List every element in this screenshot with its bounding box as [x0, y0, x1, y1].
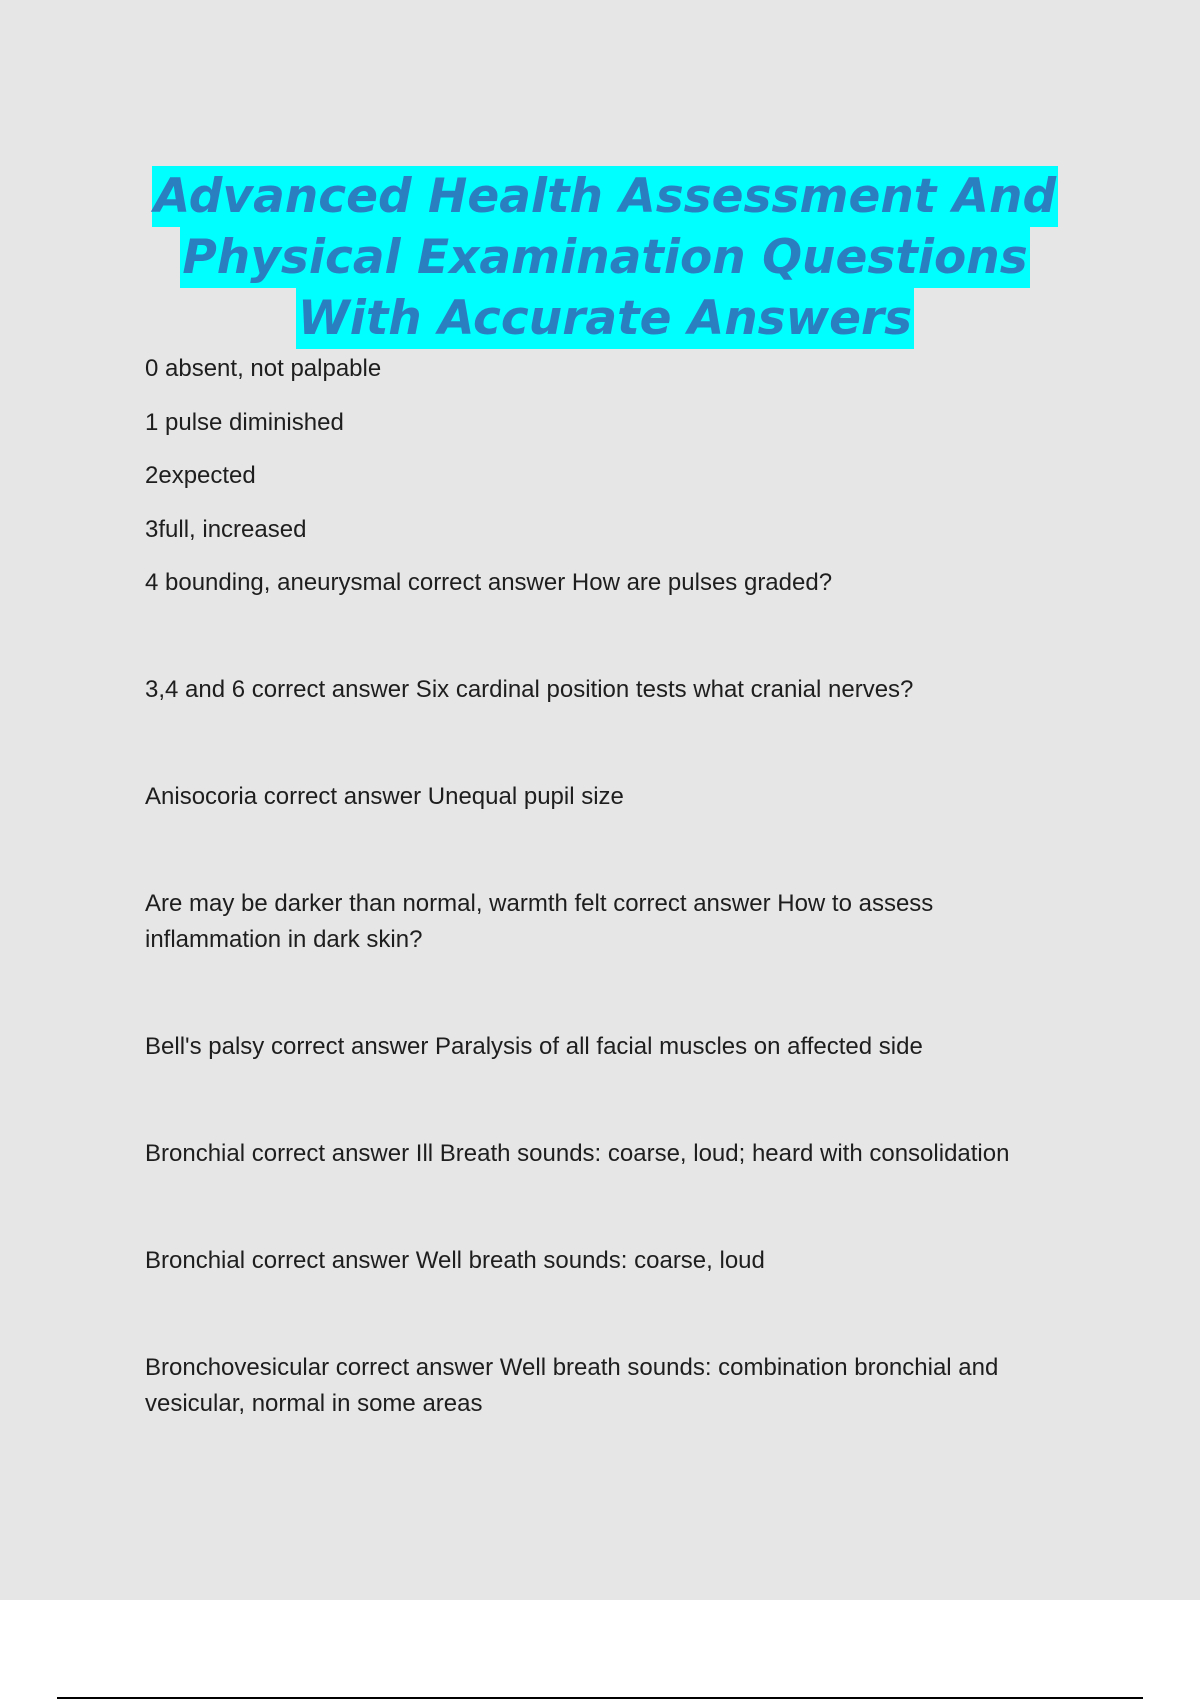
pulse-grade-0: 0 absent, not palpable	[145, 355, 382, 382]
pulse-grade-3: 3full, increased	[145, 516, 307, 543]
pulse-grade-4: 4 bounding, aneurysmal correct answer How are pulses graded?	[145, 569, 833, 596]
qa-item-cranial-nerves: 3,4 and 6 correct answer Six cardinal position tests what cranial nerves?	[145, 676, 914, 703]
qa-item-bells-palsy: Bell's palsy correct answer Paralysis of all facial muscles on affected side	[145, 1033, 923, 1060]
qa-item-inflammation-line-2: inflammation in dark skin?	[145, 926, 423, 953]
document-title	[130, 166, 1080, 349]
pulse-grade-1: 1 pulse diminished	[145, 409, 344, 436]
pulse-grade-2: 2expected	[145, 462, 256, 489]
qa-item-bronchial-ill: Bronchial correct answer Ill Breath sounds: coarse, loud; heard with consolidation	[145, 1140, 1010, 1167]
qa-item-bronchial-well: Bronchial correct answer Well breath sounds: coarse, loud	[145, 1247, 765, 1274]
qa-item-bronchovesicular-line-2: vesicular, normal in some areas	[145, 1390, 483, 1417]
title-line-2: Physical Examination Questions	[180, 227, 1029, 288]
title-line-3: With Accurate Answers	[296, 288, 914, 349]
title-line-1: Advanced Health Assessment And	[152, 166, 1058, 227]
page-divider	[57, 1697, 1143, 1699]
qa-item-inflammation-line-1: Are may be darker than normal, warmth felt correct answer How to assess	[145, 890, 934, 917]
qa-item-anisocoria: Anisocoria correct answer Unequal pupil size	[145, 783, 624, 810]
qa-item-bronchovesicular-line-1: Bronchovesicular correct answer Well breath sounds: combination bronchial and	[145, 1354, 999, 1381]
